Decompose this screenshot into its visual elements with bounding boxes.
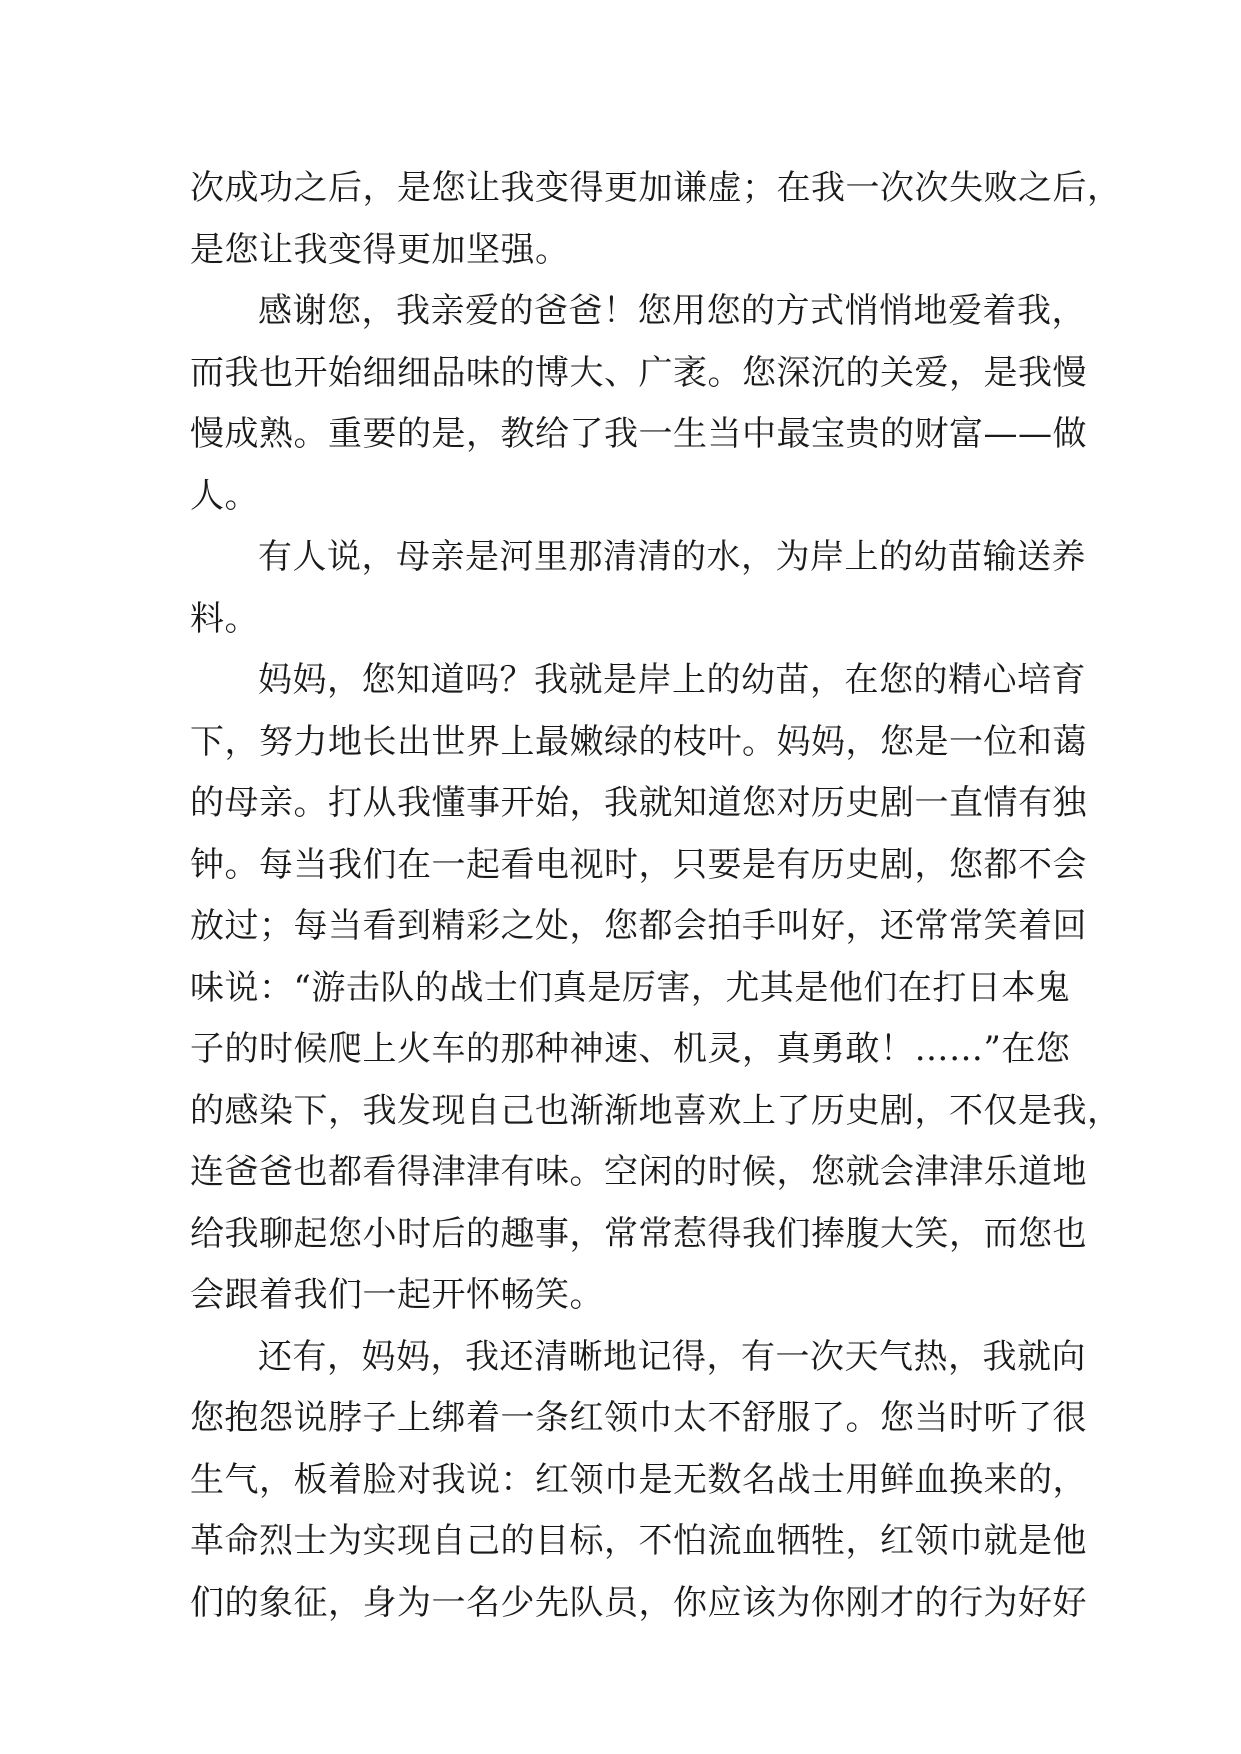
text-line: 给我聊起您小时后的趣事，常常惹得我们捧腹大笑，而您也 xyxy=(190,1213,1087,1254)
text-line: 有人说，母亲是河里那清清的水，为岸上的幼苗输送养 xyxy=(258,537,1086,577)
text-line: 料。 xyxy=(190,598,259,639)
text-line: 下，努力地长出世界上最嫩绿的枝叶。妈妈，您是一位和蔼 xyxy=(190,721,1087,762)
text-line: 是您让我变得更加坚强。 xyxy=(190,229,570,270)
text-line: 还有，妈妈，我还清晰地记得，有一次天气热，我就向 xyxy=(258,1336,1086,1377)
text-line: 革命烈士为实现自己的目标，不怕流血牺牲，红领巾就是他 xyxy=(190,1521,1087,1561)
text-line: 的感染下，我发现自己也渐渐地喜欢上了历史剧，不仅是我， xyxy=(190,1090,1122,1131)
text-line: 慢成熟。重要的是，教给了我一生当中最宝贵的财富——做 xyxy=(190,414,1087,454)
text-line: 而我也开始细细品味的博大、广袤。您深沉的关爱，是我慢 xyxy=(190,352,1087,393)
text-line: 味说：“游击队的战士们真是厉害，尤其是他们在打日本鬼 xyxy=(190,967,1071,1008)
text-line: 连爸爸也都看得津津有味。空闲的时候，您就会津津乐道地 xyxy=(190,1152,1087,1192)
paragraph-3 xyxy=(190,527,1086,650)
text-line: 的母亲。打从我懂事开始，我就知道您对历史剧一直情有独 xyxy=(190,783,1087,823)
text-line: 次成功之后，是您让我变得更加谦虚；在我一次次失败之后， xyxy=(190,168,1122,208)
text-line: 妈妈，您知道吗？我就是岸上的幼苗，在您的精心培育 xyxy=(258,660,1086,700)
paragraph-2 xyxy=(190,281,1087,527)
text-line: 钟。每当我们在一起看电视时，只要是有历史剧，您都不会 xyxy=(190,844,1087,885)
text-line: 放过；每当看到精彩之处，您都会拍手叫好，还常常笑着回 xyxy=(190,906,1087,946)
paragraph-5 xyxy=(190,1327,1087,1635)
document-body xyxy=(190,158,1122,1634)
text-line: 会跟着我们一起开怀畅笑。 xyxy=(190,1275,604,1315)
text-line: 们的象征，身为一名少先队员，你应该为你刚才的行为好好 xyxy=(190,1582,1087,1623)
paragraph-1 xyxy=(190,158,1122,281)
text-line: 感谢您，我亲爱的爸爸！您用您的方式悄悄地爱着我， xyxy=(258,291,1086,331)
paragraph-4 xyxy=(190,650,1122,1327)
text-line: 生气，板着脸对我说：红领巾是无数名战士用鲜血换来的， xyxy=(190,1459,1087,1500)
text-line: 您抱怨说脖子上绑着一条红领巾太不舒服了。您当时听了很 xyxy=(190,1398,1087,1438)
text-line: 子的时候爬上火车的那种神速、机灵，真勇敢！……”在您 xyxy=(190,1029,1071,1069)
text-line: 人。 xyxy=(190,475,259,516)
